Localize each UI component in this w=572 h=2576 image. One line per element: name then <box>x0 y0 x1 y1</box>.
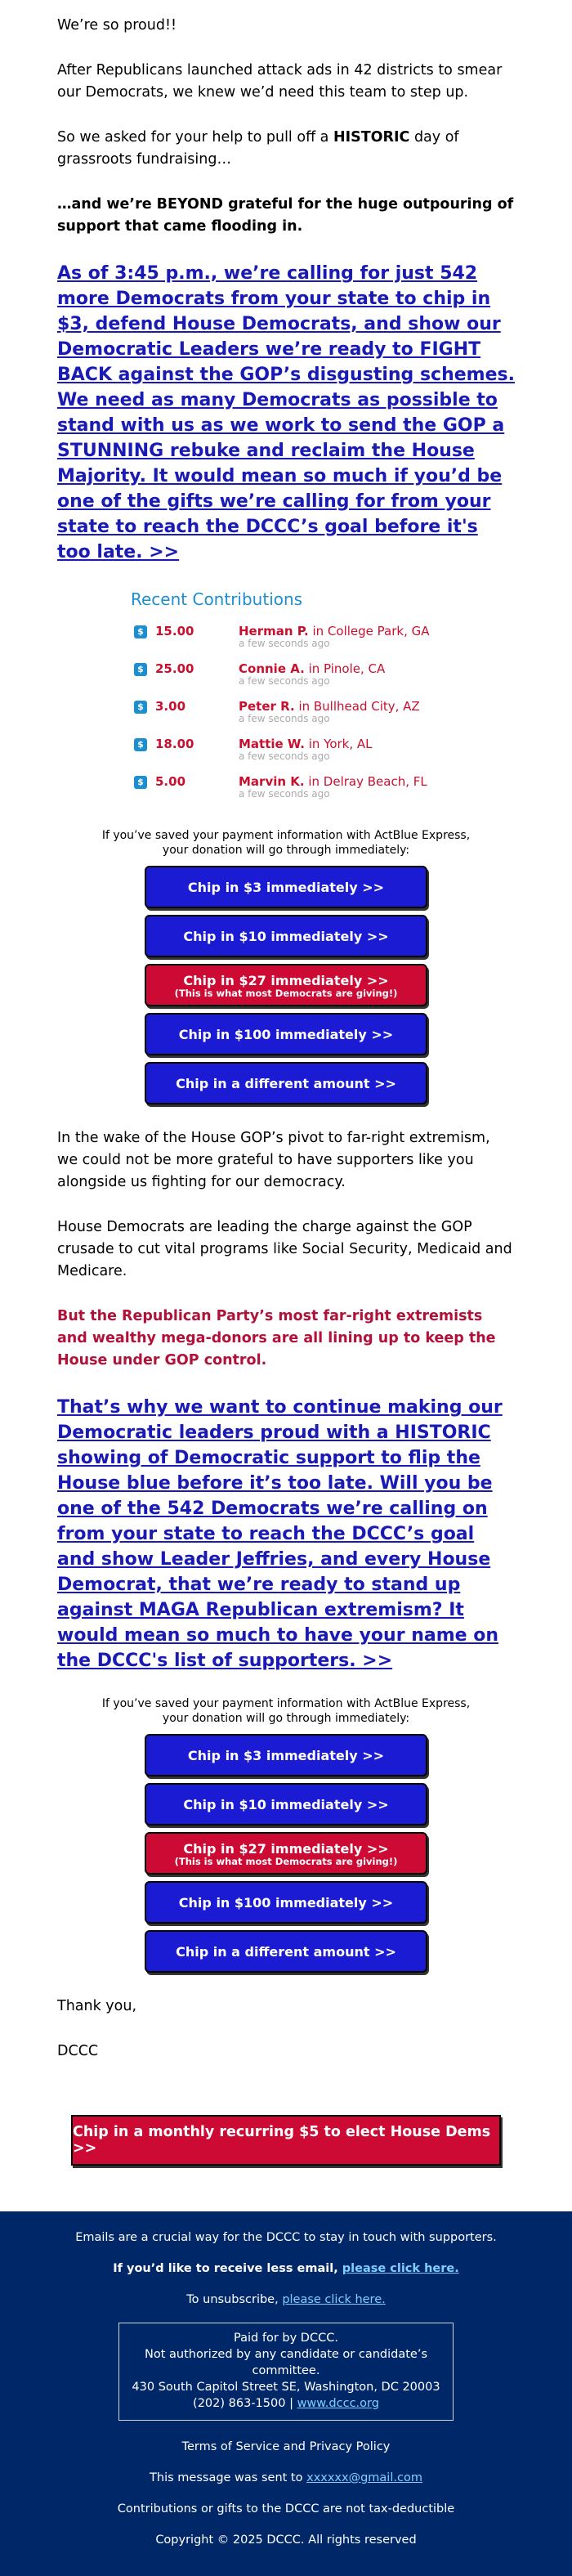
donor-location: in York, AL <box>304 737 373 751</box>
contribution-amount: 5.00 <box>155 774 186 789</box>
terms-link[interactable]: Terms of Service and Privacy Policy <box>181 2440 391 2453</box>
intro-paragraph-3 <box>57 127 515 171</box>
paid-line-2: Not authorized by any candidate or candidate’s committee. <box>145 2348 427 2377</box>
donor-location: in Delray Beach, FL <box>304 774 427 789</box>
actblue-note-line-2: your donation will go through immediately: <box>162 1712 410 1725</box>
donate-buttons-1 <box>57 866 515 1104</box>
dollar-icon: $ <box>134 738 147 751</box>
actblue-note <box>57 1696 515 1726</box>
contribution-amount: 3.00 <box>155 699 186 714</box>
paid-line-4 <box>119 2395 453 2412</box>
paid-line-1: Paid for by DCCC. <box>234 2332 338 2345</box>
donor-name: Mattie W. <box>239 737 305 751</box>
intro-paragraph-2: After Republicans launched attack ads in 42 districts to smear our Democrats, we knew we’d need this team to step up. <box>57 62 503 101</box>
dollar-icon: $ <box>134 701 147 714</box>
donor-location: in Bullhead City, AZ <box>294 699 420 714</box>
chip-100-button[interactable]: Chip in $100 immediately >> <box>145 1013 427 1055</box>
donor-location: in Pinole, CA <box>304 661 386 676</box>
recipient-email-link[interactable]: xxxxxx@gmail.com <box>306 2471 422 2484</box>
paid-for-box <box>118 2323 454 2421</box>
contribution-donor <box>239 737 373 762</box>
body-paragraph-1: In the wake of the House GOP’s pivot to far-right extremism, we could not be more grateful to have supporters like you alongside us fighting for our democracy. <box>57 1130 490 1190</box>
contribution-amount: 15.00 <box>155 624 194 638</box>
contribution-donor <box>239 699 420 724</box>
donor-name: Herman P. <box>239 624 309 638</box>
chip-27-label: Chip in $27 immediately >> <box>183 1840 389 1857</box>
chip-3-button[interactable]: Chip in $3 immediately >> <box>145 1734 427 1776</box>
chip-27-sublabel: (This is what most Democrats are giving!) <box>174 987 398 999</box>
actblue-note-line-2: your donation will go through immediately: <box>162 844 410 857</box>
contribution-time: a few seconds ago <box>239 713 330 724</box>
footer-email-note: Emails are a crucial way for the DCCC to stay in touch with supporters. <box>75 2231 497 2244</box>
donor-location: in College Park, GA <box>308 624 430 638</box>
chip-27-label: Chip in $27 immediately >> <box>183 972 389 988</box>
donor-name: Connie A. <box>239 661 305 676</box>
chip-27-sublabel: (This is what most Democrats are giving!) <box>174 1855 398 1867</box>
contribution-amount: 25.00 <box>155 661 194 676</box>
actblue-note-line-1: If you’ve saved your payment information with ActBlue Express, <box>101 829 471 842</box>
footer <box>0 2211 572 2576</box>
actblue-note <box>57 828 515 858</box>
unsubscribe-link[interactable]: please click here. <box>282 2293 386 2306</box>
body-paragraph-3: But the Republican Party’s most far-right extremists and wealthy mega-donors are all lining up to keep the House under GOP control. <box>57 1308 496 1369</box>
monthly-recurring-button[interactable]: Chip in a monthly recurring $5 to elect House Dems >> <box>71 2115 501 2166</box>
dollar-icon: $ <box>134 625 147 638</box>
contribution-donor <box>239 624 430 649</box>
dollar-icon: $ <box>134 776 147 789</box>
chip-27-button[interactable] <box>145 964 427 1006</box>
footer-less-email <box>0 2260 572 2277</box>
chip-27-button[interactable] <box>145 1832 427 1875</box>
contribution-row <box>131 737 441 774</box>
email-body <box>57 0 515 2063</box>
donor-name: Peter R. <box>239 699 295 714</box>
phone-text: (202) 863-1500 | <box>193 2397 297 2410</box>
unsubscribe-text: To unsubscribe, <box>186 2293 283 2306</box>
donate-buttons-2 <box>57 1734 515 1973</box>
recent-contributions-title: Recent Contributions <box>131 589 303 609</box>
paid-line-3: 430 South Capitol Street SE, Washington, DC 20003 <box>132 2381 440 2394</box>
closing-thanks: Thank you, <box>57 1998 137 2014</box>
chip-10-button[interactable]: Chip in $10 immediately >> <box>145 1783 427 1826</box>
intro-paragraph-1: We’re so proud!! <box>57 17 177 34</box>
contribution-amount: 18.00 <box>155 737 194 751</box>
contribution-row <box>131 624 441 661</box>
dollar-icon: $ <box>134 663 147 676</box>
intro-p3-post: day of grassroots fundraising… <box>57 129 459 168</box>
less-email-link[interactable]: please click here. <box>342 2262 459 2275</box>
contribution-donor <box>239 661 385 687</box>
intro-p3-bold: HISTORIC <box>333 129 410 146</box>
footer-copyright: Copyright © 2025 DCCC. All rights reserved <box>155 2533 417 2547</box>
contribution-row <box>131 699 441 737</box>
sent-to-text: This message was sent to <box>150 2471 307 2484</box>
footer-unsubscribe <box>0 2292 572 2308</box>
chip-3-button[interactable]: Chip in $3 immediately >> <box>145 866 427 908</box>
intro-paragraph-4: …and we’re BEYOND grateful for the huge outpouring of support that came flooding in. <box>57 196 514 235</box>
body-paragraph-2: House Democrats are leading the charge against the GOP crusade to cut vital programs like Social Security, Medicaid and Medicare. <box>57 1219 512 1279</box>
contribution-time: a few seconds ago <box>239 750 330 762</box>
intro-p3-pre: So we asked for your help to pull off a <box>57 129 333 146</box>
less-email-text: If you’d like to receive less email, <box>113 2262 342 2275</box>
dccc-website-link[interactable]: www.dccc.org <box>297 2397 379 2410</box>
donate-link-paragraph[interactable]: As of 3:45 p.m., we’re calling for just 542 more Democrats from your state to chip in $3, defend House Democrats, and show our Democratic Leaders we’re ready to FIGHT BACK against the GOP’s disgusting schemes. We need as many Democrats as possible to stand with us as we work to send the GOP a STUNNING rebuke and reclaim the House Majority. It would mean so much if you’d be one of the gifts we’re calling for from your state to reach the DCCC’s goal before it's too late. >> <box>57 263 515 562</box>
chip-100-button[interactable]: Chip in $100 immediately >> <box>145 1881 427 1924</box>
chip-other-button[interactable]: Chip in a different amount >> <box>145 1062 427 1104</box>
chip-other-button[interactable]: Chip in a different amount >> <box>145 1930 427 1973</box>
contribution-row <box>131 774 441 812</box>
contribution-donor <box>239 774 427 800</box>
recent-contributions <box>131 589 441 812</box>
contribution-time: a few seconds ago <box>239 638 330 649</box>
contribution-row <box>131 661 441 699</box>
contribution-time: a few seconds ago <box>239 788 330 800</box>
footer-sent-to <box>0 2470 572 2486</box>
actblue-note-line-1: If you’ve saved your payment information with ActBlue Express, <box>101 1697 471 1710</box>
donate-link-paragraph-2[interactable]: That’s why we want to continue making our Democratic leaders proud with a HISTORIC showing of Democratic support to flip the House blue before it’s too late. Will you be one of the 542 Democrats we’re calling on from your state to reach the DCCC’s goal and show Leader Jeffries, and every House Democrat, that we’re ready to stand up against MAGA Republican extremism? It would mean so much to have your name on the DCCC's list of supporters. >> <box>57 1397 503 1671</box>
closing-signature: DCCC <box>57 2043 99 2059</box>
chip-10-button[interactable]: Chip in $10 immediately >> <box>145 915 427 957</box>
footer-tax-note: Contributions or gifts to the DCCC are not tax-deductible <box>117 2502 455 2516</box>
donor-name: Marvin K. <box>239 774 305 789</box>
contribution-time: a few seconds ago <box>239 675 330 687</box>
